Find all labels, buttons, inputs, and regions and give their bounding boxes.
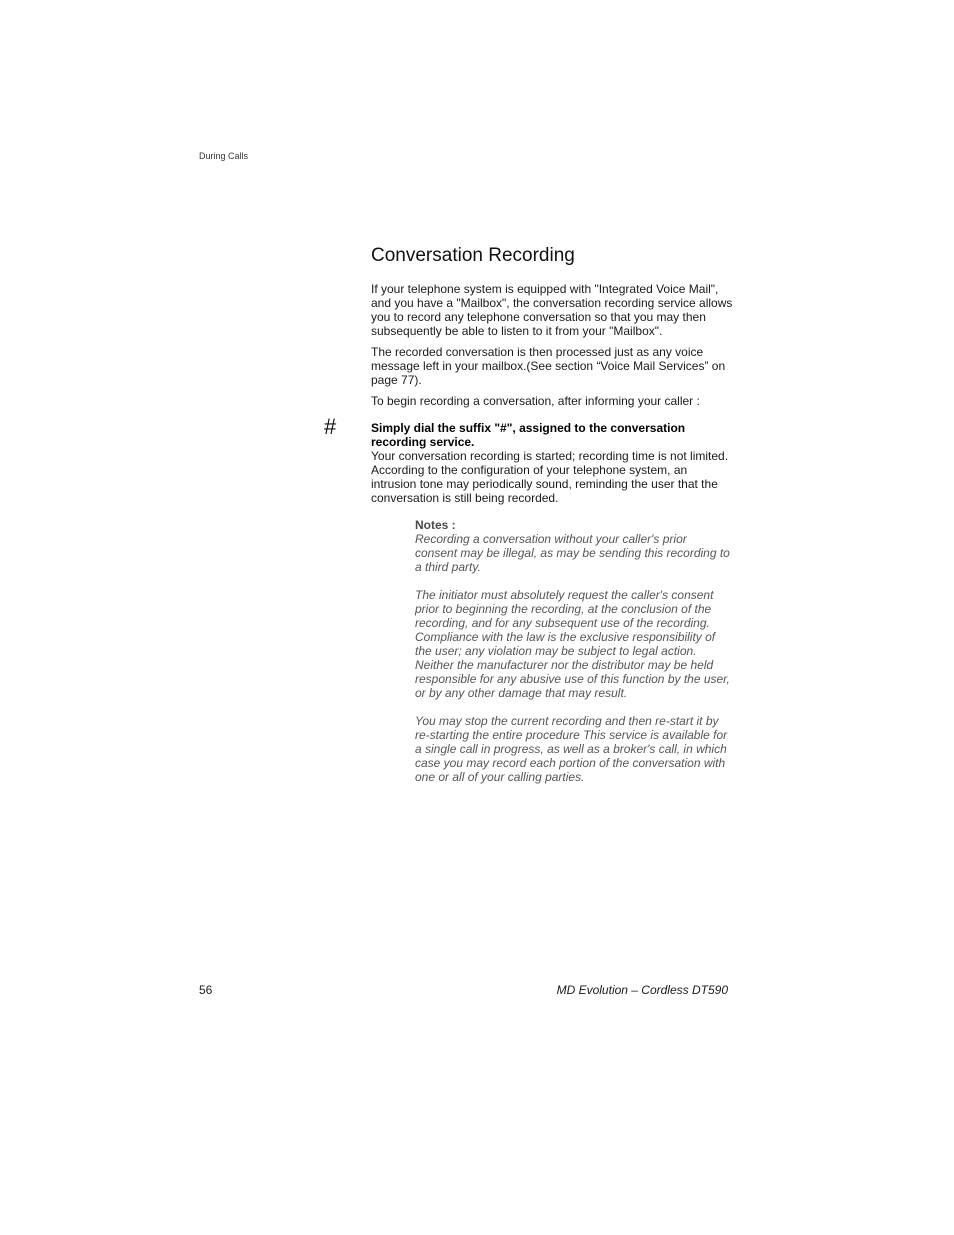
page-number: 56 <box>199 983 213 997</box>
note-legal: The initiator must absolutely request the caller's consent prior to beginning the recording, at the conclusion of the recording, and for any subsequent use of the recording. Compliance with the law is the exclusive responsibility of the user; any violation may be subject to legal action. Neither the manufacturer nor the distributor may be held responsible for any abusive use of this function by the user, or by any other damage that may result. <box>415 588 730 700</box>
main-content <box>324 244 733 798</box>
note-consent: Recording a conversation without your caller's prior consent may be illegal, as may be sending this recording to a third party. <box>415 532 730 574</box>
begin-paragraph: To begin recording a conversation, after informing your caller : <box>371 394 700 408</box>
dial-step <box>324 414 733 505</box>
notes-block <box>415 518 731 784</box>
processing-paragraph: The recorded conversation is then processed just as any voice message left in your mailbox.(See section “Voice Mail Services” on page 77). <box>371 345 726 387</box>
note-restart: You may stop the current recording and then re-start it by re-starting the entire procedure This service is available for a single call in progress, as well as a broker's call, in which case you may record each portion of the conversation with one or all of your calling parties. <box>415 714 728 784</box>
running-header: During Calls <box>199 151 249 161</box>
step-instruction: Simply dial the suffix "#", assigned to the conversation recording service. <box>371 421 686 449</box>
step-description: Your conversation recording is started; recording time is not limited. According to the configuration of your telephone system, an intrusion tone may periodically sound, reminding the user that the conversation is still being recorded. <box>371 449 729 505</box>
hash-key-icon: # <box>324 414 337 439</box>
intro-paragraph: If your telephone system is equipped with "Integrated Voice Mail", and you have a "Mailbox", the conversation recording service allows you to record any telephone conversation so that you may then subsequently be able to listen to it from your "Mailbox". <box>371 282 733 338</box>
page-title: Conversation Recording <box>371 245 575 266</box>
product-name: MD Evolution – Cordless DT590 <box>556 983 728 997</box>
notes-label: Notes : <box>415 518 456 532</box>
